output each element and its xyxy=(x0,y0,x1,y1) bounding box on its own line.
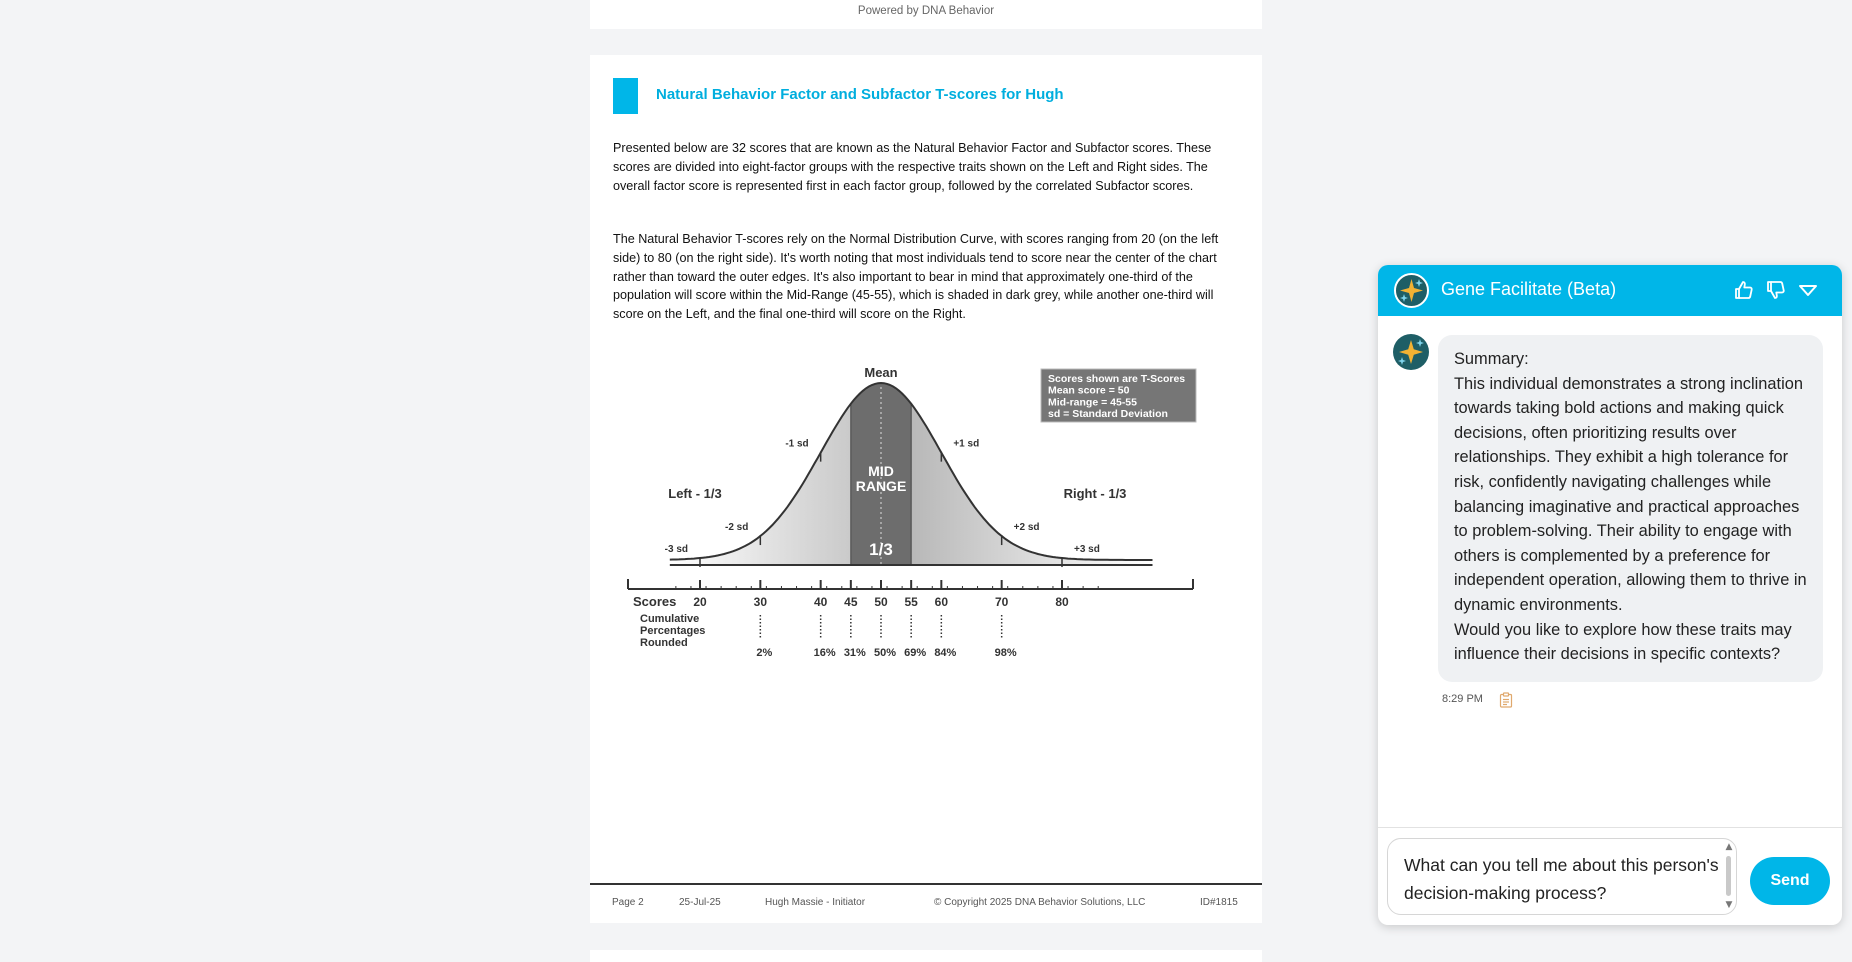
sd-marker-label: +3 sd xyxy=(1074,544,1100,556)
score-tick-label: 70 xyxy=(994,595,1009,609)
left-third-label: Left - 1/3 xyxy=(668,486,722,501)
normal-distribution-chart xyxy=(625,363,1225,713)
chat-input-area xyxy=(1378,827,1842,925)
cumulative-label: Cumulative xyxy=(640,613,700,625)
cumulative-label: Rounded xyxy=(640,637,688,649)
cumulative-value: 2% xyxy=(756,647,773,659)
previous-page xyxy=(590,0,1262,29)
report-page xyxy=(590,55,1262,923)
cumulative-value: 69% xyxy=(904,647,927,659)
chat-header xyxy=(1378,265,1842,316)
next-page xyxy=(590,950,1262,962)
chat-message-input[interactable] xyxy=(1387,838,1737,915)
score-tick-label: 40 xyxy=(813,595,828,609)
score-tick-label: 80 xyxy=(1055,595,1069,609)
intro-paragraph: Presented below are 32 scores that are known as the Natural Behavior Factor and Subfactor scores. These scores are divided into eight-factor groups with the respective traits shown on the Left and Right sides. The overall factor score is represented first in each factor group, followed by the correlated Subfactor scores. xyxy=(613,141,1212,193)
chat-widget xyxy=(1378,265,1842,925)
right-third-label: Right - 1/3 xyxy=(1063,486,1127,501)
cumulative-value: 50% xyxy=(873,647,897,659)
sd-marker-label: -2 sd xyxy=(724,522,749,534)
thumbs-up-icon[interactable] xyxy=(1732,278,1756,302)
send-button[interactable]: Send xyxy=(1750,857,1830,905)
footer-page: Page 2 xyxy=(612,897,644,908)
input-scrollbar-thumb[interactable] xyxy=(1726,856,1731,896)
chart-title: Mean xyxy=(864,365,898,380)
legend-entry: Scores shown are T-Scores xyxy=(1048,373,1186,385)
cumulative-label: Percentages xyxy=(640,625,706,637)
message-timestamp: 8:29 PM xyxy=(1442,693,1483,705)
score-tick-label: 50 xyxy=(874,595,888,609)
scroll-down-arrow-icon[interactable]: ▼ xyxy=(1725,900,1733,910)
powered-by-text: Powered by DNA Behavior xyxy=(857,5,995,17)
section-marker xyxy=(613,78,638,114)
distribution-paragraph: The Natural Behavior T-scores rely on the Normal Distribution Curve, with scores ranging from 20 (on the left side) to 80 (on the right side). It's worth noting that most individuals tend to score near the center of the chart rather than toward the outer edges. It's also important to bear in mind that approximately one-third of the population will score within the Mid-Range (45-55), which is shaded in dark grey, while another one-third will score on the Left, and the final one-third will score on the Right. xyxy=(613,232,1219,322)
bot-avatar-icon xyxy=(1393,334,1429,370)
mid-range-label: MID xyxy=(868,463,894,479)
message-followup-question: Would you like to explore how these traits may influence their decisions in specific contexts? xyxy=(1454,620,1792,664)
score-axis-label: Scores xyxy=(633,594,677,609)
section-title: Natural Behavior Factor and Subfactor T-scores for Hugh xyxy=(656,86,1064,103)
mid-range-fraction: 1/3 xyxy=(869,540,893,559)
copy-clipboard-icon[interactable] xyxy=(1499,692,1513,708)
cumulative-value: 31% xyxy=(843,647,866,659)
scroll-up-arrow-icon[interactable]: ▲ xyxy=(1725,842,1733,852)
bot-message-bubble xyxy=(1438,335,1823,682)
sd-marker-label: -1 sd xyxy=(785,438,809,450)
chat-title: Gene Facilitate (Beta) xyxy=(1441,279,1617,299)
score-tick-label: 55 xyxy=(904,595,918,609)
collapse-chevron-icon[interactable] xyxy=(1796,278,1820,302)
cumulative-value: 98% xyxy=(994,647,1017,659)
legend-entry: Mid-range = 45-55 xyxy=(1048,396,1137,409)
mid-range-label: RANGE xyxy=(855,478,907,494)
legend-entry: Mean score = 50 xyxy=(1048,384,1130,397)
footer-divider xyxy=(590,883,1262,885)
thumbs-down-icon[interactable] xyxy=(1764,278,1788,302)
score-tick-label: 45 xyxy=(844,595,858,609)
score-tick-label: 60 xyxy=(934,595,949,609)
message-summary-heading: Summary: xyxy=(1454,350,1529,368)
footer-id: ID#1815 xyxy=(1200,897,1238,908)
sd-marker-label: +1 sd xyxy=(953,438,980,450)
score-tick-label: 30 xyxy=(753,595,768,609)
footer-copyright: © Copyright 2025 DNA Behavior Solutions, LLC xyxy=(934,897,1146,908)
cumulative-value: 16% xyxy=(813,647,836,659)
sd-marker-label: -3 sd xyxy=(664,544,688,556)
legend-entry: sd = Standard Deviation xyxy=(1048,408,1168,421)
footer-person: Hugh Massie - Initiator xyxy=(765,897,866,908)
cumulative-value: 84% xyxy=(934,647,957,659)
gene-logo-icon xyxy=(1394,273,1429,308)
footer-date: 25-Jul-25 xyxy=(679,897,721,908)
message-summary-body: This individual demonstrates a strong inclination towards taking bold actions and making quick decisions, often prioritizing results over relationships. They exhibit a high tolerance for risk, confidently navigating challenges while balancing imaginative and practical approaches to problem-solving. Their ability to engage with others is complemented by a preference for independent operation, allowing them to thrive in dynamic environments. xyxy=(1454,374,1807,614)
sd-marker-label: +2 sd xyxy=(1013,522,1040,534)
score-tick-label: 20 xyxy=(693,595,707,609)
